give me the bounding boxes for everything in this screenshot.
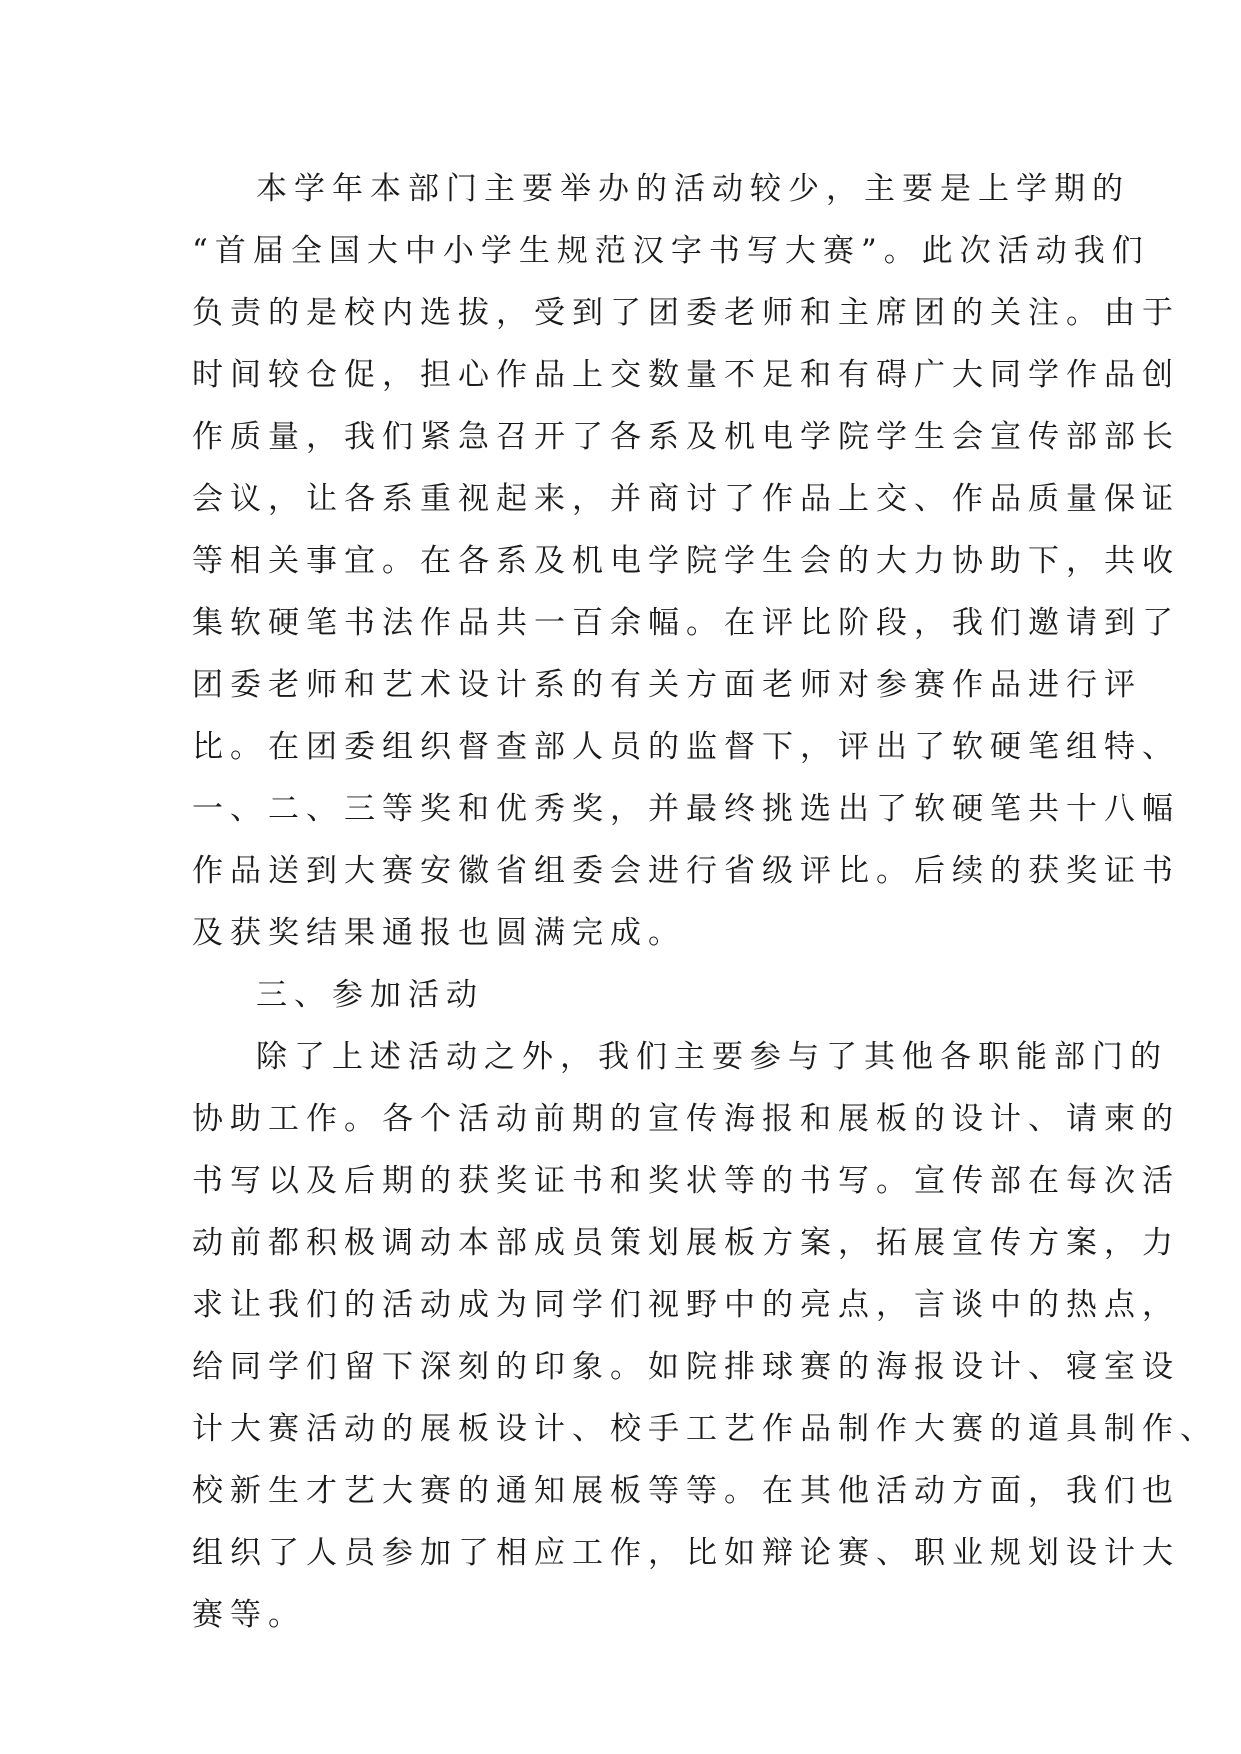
paragraph-line: 时间较仓促，担心作品上交数量不足和有碍广大同学作品创 (192, 357, 1180, 393)
paragraph-line: 作质量，我们紧急召开了各系及机电学院学生会宣传部部长 (192, 419, 1180, 455)
paragraph-line: 等相关事宜。在各系及机电学院学生会的大力协助下，共收 (192, 543, 1180, 579)
paragraph-line: 本学年本部门主要举办的活动较少，主要是上学期的 (256, 171, 1130, 207)
paragraph-line: 集软硬笔书法作品共一百余幅。在评比阶段，我们邀请到了 (192, 605, 1180, 641)
paragraph-line: 动前都积极调动本部成员策划展板方案，拓展宣传方案，力 (192, 1225, 1180, 1261)
paragraph-line: “首届全国大中小学生规范汉字书写大赛”。此次活动我们 (192, 233, 1150, 269)
paragraph-line: 给同学们留下深刻的印象。如院排球赛的海报设计、寝室设 (192, 1349, 1180, 1385)
paragraph-line: 比。在团委组织督查部人员的监督下，评出了软硬笔组特、 (192, 729, 1180, 765)
paragraph-line: 组织了人员参加了相应工作，比如辩论赛、职业规划设计大 (192, 1535, 1180, 1571)
paragraph-line: 作品送到大赛安徽省组委会进行省级评比。后续的获奖证书 (192, 853, 1180, 889)
paragraph-line: 书写以及后期的获奖证书和奖状等的书写。宣传部在每次活 (192, 1163, 1180, 1199)
paragraph-line: 除了上述活动之外，我们主要参与了其他各职能部门的 (256, 1039, 1168, 1075)
paragraph-line: 一、二、三等奖和优秀奖，并最终挑选出了软硬笔共十八幅 (192, 791, 1180, 827)
paragraph-line: 校新生才艺大赛的通知展板等等。在其他活动方面，我们也 (192, 1473, 1180, 1509)
paragraph-line: 赛等。 (192, 1597, 306, 1633)
section-heading: 三、参加活动 (256, 977, 484, 1013)
paragraph-line: 及获奖结果通报也圆满完成。 (192, 915, 686, 951)
document-body (192, 158, 1218, 1646)
paragraph-line: 求让我们的活动成为同学们视野中的亮点，言谈中的热点， (192, 1287, 1180, 1323)
paragraph-line: 计大赛活动的展板设计、校手工艺作品制作大赛的道具制作、 (192, 1411, 1218, 1447)
paragraph-line: 会议，让各系重视起来，并商讨了作品上交、作品质量保证 (192, 481, 1180, 517)
paragraph-line: 团委老师和艺术设计系的有关方面老师对参赛作品进行评 (192, 667, 1142, 703)
paragraph-line: 协助工作。各个活动前期的宣传海报和展板的设计、请柬的 (192, 1101, 1180, 1137)
paragraph-line: 负责的是校内选拔，受到了团委老师和主席团的关注。由于 (192, 295, 1180, 331)
